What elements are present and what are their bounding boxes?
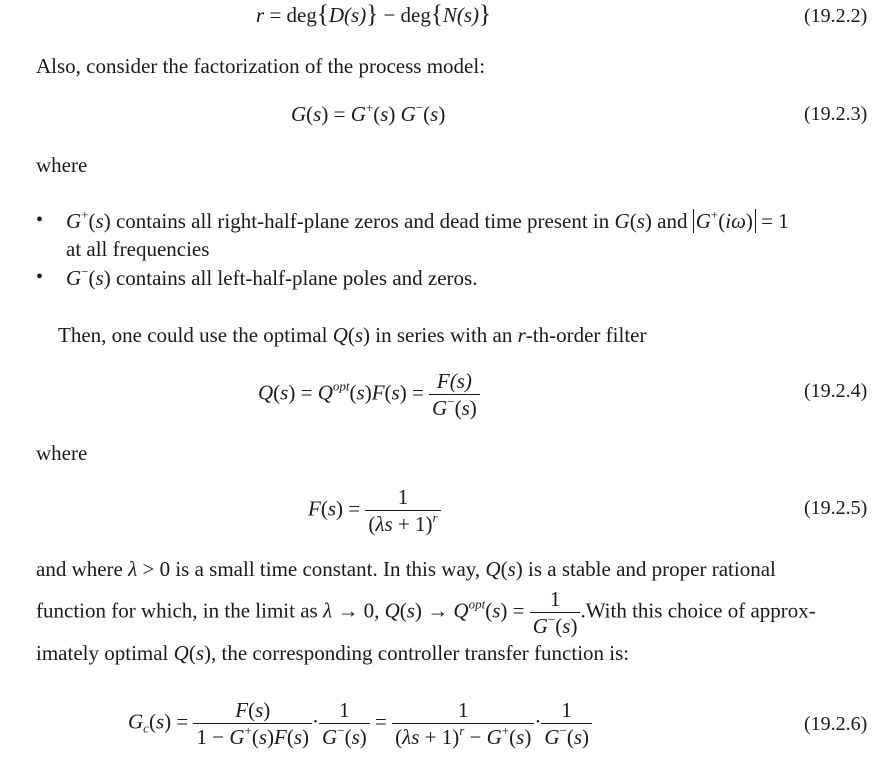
- paragraph: and where λ > 0 is a small time constant. In this way, Q(s) is a stable and proper rational: [36, 557, 776, 581]
- paragraph: function for which, in the limit as λ → 0, $Q(s) \to Q^{opt}(s)$ = $\frac{1}{G^-(s)}$ .With this choice of approx-: [36, 587, 816, 638]
- paragraph: imately optimal Q(s), the corresponding controller transfer function is:: [36, 641, 630, 665]
- equation-number: (19.2.4): [804, 380, 868, 402]
- where-label: where: [36, 441, 88, 465]
- equation-number: (19.2.5): [804, 497, 868, 519]
- equation-19-2-2: r = deg{D(s)} − deg{N(s)}: [256, 1, 492, 28]
- where-label: where: [36, 153, 88, 177]
- equation-number: (19.2.3): [804, 103, 868, 125]
- equation-number: (19.2.6): [804, 713, 868, 735]
- equation-19-2-5: F(s) = $\frac{1}{(\lambda s + 1)^r}$: [308, 484, 441, 537]
- bullet: •: [36, 266, 44, 288]
- bullet: •: [36, 209, 44, 231]
- equation-19-2-3: G(s) = G+(s) G−(s): [291, 100, 446, 126]
- equation-19-2-6: $G_c(s)$ = $\frac{F(s)}{1 - G^+(s)F(s)}$ · $\frac{1}{G^-(s)}$ = $\frac{1}{(\lambda s + 1)^r - G^+(s)}$ · $\frac{1}{G^-(s)}$: [128, 697, 592, 750]
- paragraph: Also, consider the factorization of the process model:: [36, 54, 486, 78]
- bullet-item: G−(s) contains all left-half-plane poles and zeros.: [66, 264, 478, 290]
- paragraph: Then, one could use the optimal Q(s) in series with an r-th-order filter: [58, 323, 647, 347]
- bullet-item: G+(s) contains all right-half-plane zeros and dead time present in G(s) and G+(iω) = 1: [66, 207, 789, 233]
- equation-19-2-4: $Q(s) = Q^{opt}(s)F(s)$ = $\frac{F(s)}{G^-(s)}$: [258, 368, 480, 421]
- bullet-item-cont: at all frequencies: [66, 237, 210, 261]
- equation-number: (19.2.2): [804, 5, 868, 27]
